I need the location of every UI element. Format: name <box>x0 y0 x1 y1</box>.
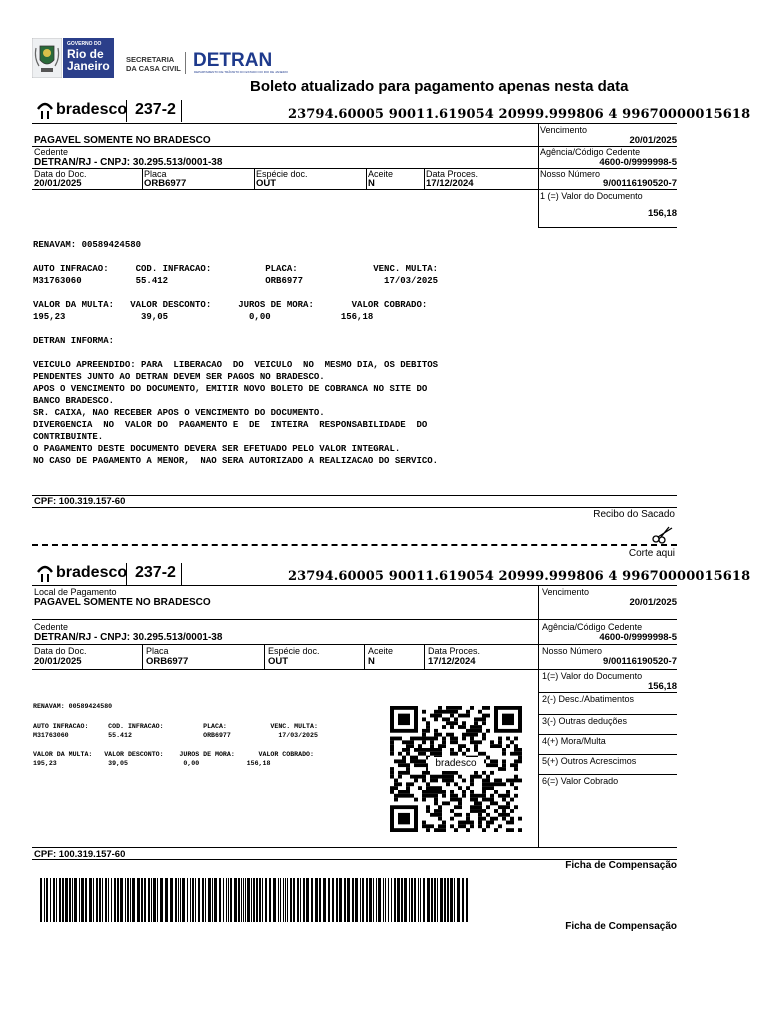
details-small-row1-values: M31763060 55.412 ORB6977 17/03/2025 <box>33 732 318 739</box>
bradesco-logo-bottom <box>34 563 128 585</box>
cedente-label: Cedente <box>34 147 69 157</box>
rj-coat-of-arms-icon <box>32 38 62 78</box>
outras-deducoes-label: 3(-) Outras deduções <box>542 716 628 726</box>
agencia-value: 4600-0/9999998-5 <box>599 632 677 643</box>
especie-label: Espécie doc. <box>256 169 308 179</box>
details-row1-labels: AUTO INFRACAO: COD. INFRACAO: PLACA: VENC. MULTA: <box>33 264 439 274</box>
informa-line: DIVERGENCIA NO VALOR DO PAGAMENTO E DE INTEIRA RESPONSABILIDADE DO <box>33 420 428 430</box>
row-divider <box>538 227 677 228</box>
vencimento-label: Vencimento <box>540 125 588 135</box>
agencia-label: Agência/Código Cedente <box>540 147 641 157</box>
bank-code-divider-left <box>126 100 127 122</box>
renavam-small: RENAVAM: 00589424580 <box>33 703 113 710</box>
valor-doc-label: 1(=) Valor do Documento <box>542 671 643 681</box>
mora-multa-label: 4(+) Mora/Multa <box>542 736 606 746</box>
qr-code <box>390 706 522 832</box>
page-title: Boleto atualizado para pagamento apenas nesta data <box>250 78 629 95</box>
especie-value: OUT <box>256 178 277 189</box>
especie-value: OUT <box>268 656 289 667</box>
row-divider <box>32 669 677 670</box>
vencimento-value: 20/01/2025 <box>629 597 677 608</box>
vencimento-value: 20/01/2025 <box>629 135 677 146</box>
informa-line: BANCO BRADESCO. <box>33 396 115 406</box>
bank-code: 237-2 <box>135 564 176 581</box>
vencimento-label: Vencimento <box>542 587 590 597</box>
valor-cobrado-label: 6(=) Valor Cobrado <box>542 776 619 786</box>
local-pagamento-value: PAGAVEL SOMENTE NO BRADESCO <box>34 135 211 146</box>
cedente-value: DETRAN/RJ - CNPJ: 30.295.513/0001-38 <box>34 632 223 643</box>
cell-divider <box>142 168 143 189</box>
cpf-top: CPF: 100.319.157-60 <box>34 496 126 507</box>
cut-line <box>32 544 677 546</box>
cell-divider <box>424 644 425 669</box>
cedente-label: Cedente <box>34 622 69 632</box>
digitable-line: 23794.60005 90011.619054 20999.999806 4 99670000015618 <box>288 569 751 584</box>
desc-abatimentos-label: 2(-) Desc./Abatimentos <box>542 694 635 704</box>
ficha-compensacao-label: Ficha de Compensação <box>565 860 677 871</box>
valor-doc-value: 156,18 <box>647 681 677 692</box>
header-divider <box>185 52 186 74</box>
slip-top-line <box>32 123 677 124</box>
nosso-numero-label: Nosso Número <box>540 169 601 179</box>
cell-divider <box>424 168 425 189</box>
ficha-compensacao-label-bottom: Ficha de Compensação <box>565 921 677 932</box>
data-proces-label: Data Proces. <box>426 169 479 179</box>
gov-line3: Janeiro <box>67 59 110 73</box>
placa-label: Placa <box>144 169 167 179</box>
qr-brand-label: bradesco <box>428 757 484 771</box>
row-divider <box>32 847 677 848</box>
informa-title: DETRAN INFORMA: <box>33 336 115 346</box>
details-small-row2-values: 195,23 39,05 0,00 156,18 <box>33 760 271 767</box>
aceite-label: Aceite <box>368 646 394 656</box>
data-doc-label: Data do Doc. <box>34 646 87 656</box>
details-row1-values: M31763060 55.412 ORB6977 17/03/2025 <box>33 276 439 286</box>
secretaria-line1: SECRETARIA <box>126 55 175 64</box>
agencia-label: Agência/Código Cedente <box>542 622 643 632</box>
local-pagamento-label: Local de Pagamento <box>34 587 117 597</box>
data-doc-label: Data do Doc. <box>34 169 87 179</box>
digitable-line: 23794.60005 90011.619054 20999.999806 4 99670000015618 <box>288 107 751 122</box>
bradesco-name: bradesco <box>56 564 128 581</box>
secretaria-label <box>126 55 181 73</box>
data-proces-value: 17/12/2024 <box>428 656 476 667</box>
rj-government-badge <box>63 38 114 78</box>
cell-divider <box>264 644 265 669</box>
bank-code-divider-right <box>181 563 182 585</box>
renavam: RENAVAM: 00589424580 <box>33 240 142 250</box>
row-divider <box>538 774 677 775</box>
data-proces-value: 17/12/2024 <box>426 178 474 189</box>
nosso-numero-value: 9/00116190520-7 <box>603 656 677 667</box>
barcode-graphic <box>40 878 468 922</box>
valor-doc-value: 156,18 <box>647 208 677 219</box>
row-divider <box>32 495 677 496</box>
informa-line: NO CASO DE PAGAMENTO A MENOR, NAO SERA AUTORIZADO A REALIZACAO DO SERVICO. <box>33 456 439 466</box>
bank-code-divider-left <box>126 563 127 585</box>
agencia-value: 4600-0/9999998-5 <box>599 157 677 168</box>
recibo-label: Recibo do Sacado <box>593 509 675 520</box>
scissors-icon <box>652 526 674 549</box>
bradesco-logo-top <box>34 100 128 122</box>
cell-divider <box>254 168 255 189</box>
aceite-value: N <box>368 656 375 667</box>
row-divider <box>32 644 677 645</box>
right-column-divider <box>538 585 539 847</box>
informa-line: SR. CAIXA, NAO RECEBER APOS O VENCIMENTO DO DOCUMENTO. <box>33 408 325 418</box>
nosso-numero-label: Nosso Número <box>542 646 603 656</box>
placa-value: ORB6977 <box>144 178 187 189</box>
data-proces-label: Data Proces. <box>428 646 481 656</box>
right-column-divider <box>538 123 539 227</box>
bank-code: 237-2 <box>135 101 176 118</box>
rj-government-logo <box>32 38 114 78</box>
details-row2-values: 195,23 39,05 0,00 156,18 <box>33 312 374 322</box>
row-divider <box>32 189 677 190</box>
cell-divider <box>364 644 365 669</box>
row-divider <box>32 507 677 508</box>
cedente-value: DETRAN/RJ - CNPJ: 30.295.513/0001-38 <box>34 157 223 168</box>
local-pagamento-value: PAGAVEL SOMENTE NO BRADESCO <box>34 597 211 608</box>
nosso-numero-value: 9/00116190520-7 <box>603 178 677 189</box>
placa-label: Placa <box>146 646 169 656</box>
detran-logo: DETRAN <box>193 50 273 71</box>
cell-divider <box>142 644 143 669</box>
barcode <box>40 878 468 922</box>
row-divider <box>538 714 677 715</box>
row-divider <box>538 734 677 735</box>
gov-line2: Rio de <box>67 47 104 61</box>
slip-top-line <box>32 585 677 586</box>
data-doc-value: 20/01/2025 <box>34 178 82 189</box>
secretaria-line2: DA CASA CIVIL <box>126 64 181 73</box>
row-divider <box>538 754 677 755</box>
bank-code-divider-right <box>181 100 182 122</box>
row-divider <box>538 692 677 693</box>
aceite-value: N <box>368 178 375 189</box>
placa-value: ORB6977 <box>146 656 189 667</box>
informa-line: PENDENTES JUNTO AO DETRAN DEVEM SER PAGOS NO BRADESCO. <box>33 372 325 382</box>
details-row2-labels: VALOR DA MULTA: VALOR DESCONTO: JUROS DE MORA: VALOR COBRADO: <box>33 300 428 310</box>
gov-line1: GOVERNO DO <box>67 41 102 47</box>
informa-line: CONTRIBUINTE. <box>33 432 104 442</box>
details-small-row2-labels: VALOR DA MULTA: VALOR DESCONTO: JUROS DE MORA: VALOR COBRADO: <box>33 751 314 758</box>
row-divider <box>32 619 677 620</box>
informa-line: APOS O VENCIMENTO DO DOCUMENTO, EMITIR NOVO BOLETO DE COBRANCA NO SITE DO <box>33 384 428 394</box>
aceite-label: Aceite <box>368 169 394 179</box>
informa-line: O PAGAMENTO DESTE DOCUMENTO DEVERA SER EFETUADO PELO VALOR INTEGRAL. <box>33 444 401 454</box>
outros-acrescimos-label: 5(+) Outros Acrescimos <box>542 756 637 766</box>
especie-label: Espécie doc. <box>268 646 320 656</box>
valor-doc-label: 1 (=) Valor do Documento <box>540 191 643 201</box>
bradesco-name: bradesco <box>56 101 128 118</box>
cpf-bottom: CPF: 100.319.157-60 <box>34 849 126 860</box>
data-doc-value: 20/01/2025 <box>34 656 82 667</box>
detran-subtitle: DEPARTAMENTO DE TRÂNSITO DO ESTADO DO RIO DE JANEIRO <box>194 70 288 74</box>
cell-divider <box>366 168 367 189</box>
corte-aqui-label: Corte aqui <box>628 548 675 559</box>
details-small-row1-labels: AUTO INFRACAO: COD. INFRACAO: PLACA: VENC. MULTA: <box>33 723 318 730</box>
informa-line: VEICULO APREENDIDO: PARA LIBERACAO DO VEICULO NO MESMO DIA, OS DEBITOS <box>33 360 439 370</box>
